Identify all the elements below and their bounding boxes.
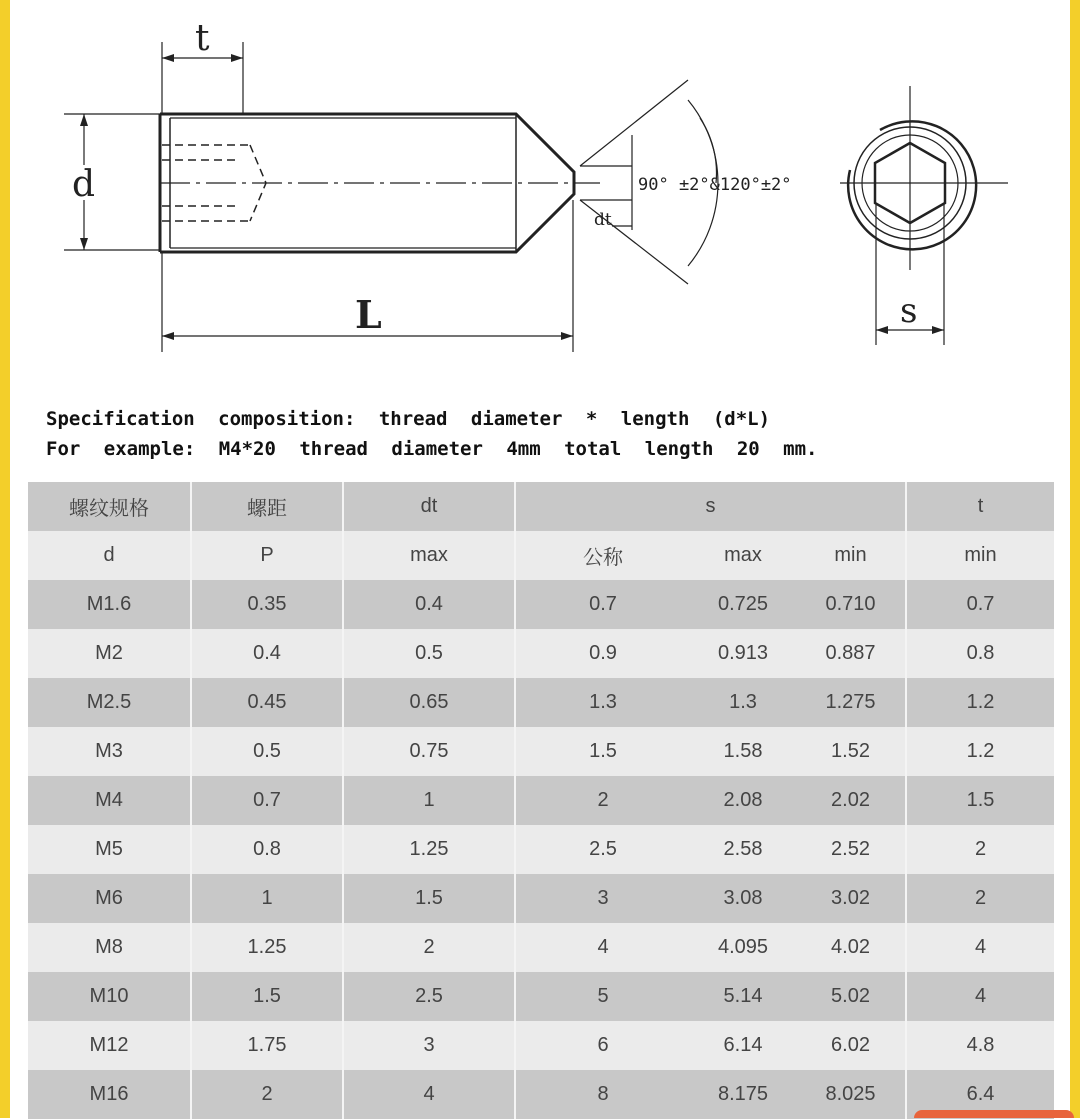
table-cell: 2.52 [796,825,906,874]
table-cell: 6.14 [690,1021,796,1070]
table-cell: 0.7 [515,580,690,629]
table-cell: 3.08 [690,874,796,923]
table-row [28,1021,1054,1070]
table-cell: 3 [343,1021,515,1070]
table-cell: 2.5 [515,825,690,874]
table-cell: 1.5 [906,776,1054,825]
dim-label-L: L [355,292,382,337]
table-cell: 1.5 [343,874,515,923]
table-cell: M2.5 [28,678,191,727]
spec-example-line: For example: M4*20 thread diameter 4mm total length 20 mm. [46,438,818,460]
table-cell: 1 [343,776,515,825]
dim-label-dt: dt [594,210,612,230]
table-cell: 6.4 [906,1070,1054,1119]
table-cell: 2.5 [343,972,515,1021]
table-cell: 1.25 [343,825,515,874]
table-cell: M1.6 [28,580,191,629]
table-cell: 0.913 [690,629,796,678]
table-cell: 1 [191,874,343,923]
table-cell: 0.7 [191,776,343,825]
table-cell: 0.725 [690,580,796,629]
table-cell: 2 [906,874,1054,923]
table-cell: 5.02 [796,972,906,1021]
table-cell: 0.7 [906,580,1054,629]
table-cell: M16 [28,1070,191,1119]
table-cell: 2 [515,776,690,825]
table-cell: M12 [28,1021,191,1070]
end-view-outer-ring [848,121,976,249]
table-header-row-1 [28,482,1054,531]
table-cell: M5 [28,825,191,874]
table-cell: 2.08 [690,776,796,825]
header-cell: 公称 [515,531,690,580]
header-cell: min [796,531,906,580]
dimension-table [28,482,1054,1119]
table-cell: 0.5 [191,727,343,776]
table-cell: 2 [906,825,1054,874]
header-cell: 螺距 [191,482,343,531]
table-row [28,580,1054,629]
table-row [28,825,1054,874]
table-cell: 0.35 [191,580,343,629]
table-header-row-2 [28,531,1054,580]
table-cell: 1.3 [690,678,796,727]
table-cell: 4.095 [690,923,796,972]
header-cell: max [343,531,515,580]
table-cell: 2.58 [690,825,796,874]
table-row [28,776,1054,825]
header-cell: 螺纹规格 [28,482,191,531]
table-cell: 8.025 [796,1070,906,1119]
dimension-table-wrap [28,482,1054,1119]
table-row [28,678,1054,727]
table-cell: M2 [28,629,191,678]
table-row [28,629,1054,678]
table-cell: 0.4 [343,580,515,629]
table-cell: M4 [28,776,191,825]
dimension-table-body [28,482,1054,1119]
tip-angle-label: 90° ±2°&120°±2° [638,175,792,195]
table-cell: 4 [515,923,690,972]
table-cell: 0.710 [796,580,906,629]
table-cell: 0.5 [343,629,515,678]
dim-label-s: s [900,291,918,331]
table-row [28,727,1054,776]
table-row [28,874,1054,923]
table-cell: 0.8 [191,825,343,874]
table-cell: 3 [515,874,690,923]
table-cell: 0.887 [796,629,906,678]
table-cell: 0.65 [343,678,515,727]
table-cell: 0.4 [191,629,343,678]
table-cell: 2.02 [796,776,906,825]
table-cell: M6 [28,874,191,923]
table-cell: 6 [515,1021,690,1070]
corner-accent [914,1110,1074,1118]
table-cell: 0.75 [343,727,515,776]
table-cell: 1.25 [191,923,343,972]
table-cell: 4 [343,1070,515,1119]
table-cell: 1.5 [191,972,343,1021]
table-cell: 8 [515,1070,690,1119]
table-cell: 1.2 [906,678,1054,727]
table-cell: 0.45 [191,678,343,727]
table-cell: M8 [28,923,191,972]
table-cell: 1.52 [796,727,906,776]
table-cell: M3 [28,727,191,776]
table-cell: 8.175 [690,1070,796,1119]
table-cell: M10 [28,972,191,1021]
table-cell: 1.75 [191,1021,343,1070]
header-cell: t [906,482,1054,531]
header-cell: d [28,531,191,580]
dim-label-t: t [195,18,210,59]
table-cell: 0.9 [515,629,690,678]
table-cell: 1.3 [515,678,690,727]
table-cell: 5.14 [690,972,796,1021]
table-cell: 6.02 [796,1021,906,1070]
header-cell: max [690,531,796,580]
table-cell: 2 [343,923,515,972]
table-row [28,923,1054,972]
spec-composition-line: Specification composition: thread diameter * length (d*L) [46,408,771,430]
table-row [28,1070,1054,1119]
table-cell: 1.275 [796,678,906,727]
table-cell: 4.02 [796,923,906,972]
header-cell: s [515,482,906,531]
table-cell: 1.58 [690,727,796,776]
table-cell: 4 [906,923,1054,972]
table-cell: 4.8 [906,1021,1054,1070]
table-cell: 2 [191,1070,343,1119]
dim-label-d: d [72,164,96,205]
table-cell: 5 [515,972,690,1021]
header-cell: dt [343,482,515,531]
table-cell: 1.2 [906,727,1054,776]
table-cell: 3.02 [796,874,906,923]
table-cell: 4 [906,972,1054,1021]
table-row [28,972,1054,1021]
header-cell: min [906,531,1054,580]
header-cell: P [191,531,343,580]
set-screw-drawing [0,0,1080,380]
table-cell: 0.8 [906,629,1054,678]
table-cell: 1.5 [515,727,690,776]
